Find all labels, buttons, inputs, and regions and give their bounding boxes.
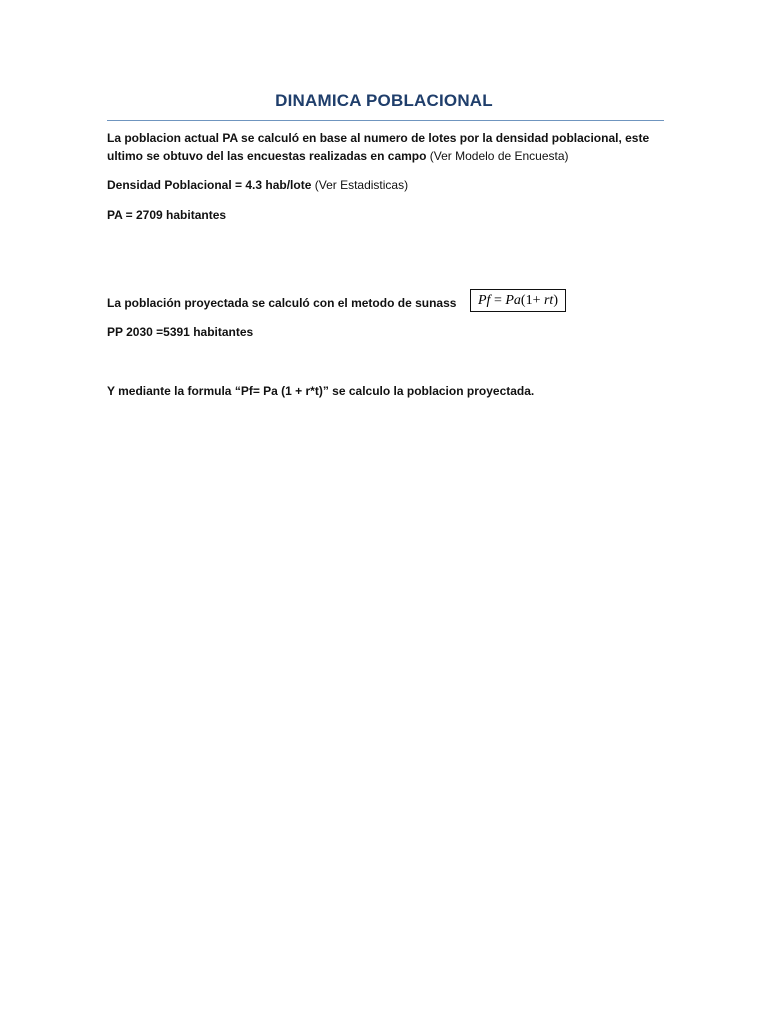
formula-pa: Pa — [505, 293, 521, 308]
paragraph-line-2-reference: (Ver Modelo de Encuesta) — [429, 149, 569, 163]
formula-equals: = — [490, 293, 506, 308]
formula-box — [470, 289, 566, 312]
paragraph-formula-note: Y mediante la formula “Pf= Pa (1 + r*t)” se calculo la poblacion proyectada. — [107, 384, 535, 398]
paragraph-line-2-bold: ultimo se obtuvo del las encuestas realizadas en campo — [107, 149, 430, 163]
document-title: DINAMICA POBLACIONAL — [275, 91, 493, 110]
densidad-value: Densidad Poblacional = 4.3 hab/lote — [107, 178, 315, 192]
paragraph-line-2 — [107, 147, 652, 165]
formula-paren: (1+ — [520, 293, 544, 308]
formula-rt: rt — [543, 293, 554, 308]
paragraph-poblacion-proyectada: La población proyectada se calculó con el metodo de sunass — [107, 296, 457, 310]
paragraph-pa: PA = 2709 habitantes — [107, 208, 227, 222]
title-underline — [107, 120, 664, 121]
paragraph-line-1: La poblacion actual PA se calculó en base al numero de lotes por la densidad poblacional, este — [107, 131, 650, 145]
paragraph-densidad — [107, 176, 652, 194]
formula-lhs: Pf — [478, 293, 491, 308]
formula-close: ) — [553, 293, 558, 308]
paragraph-pp-2030: PP 2030 =5391 habitantes — [107, 325, 254, 339]
paragraph-poblacion-actual — [107, 129, 652, 165]
densidad-reference: (Ver Estadisticas) — [314, 178, 409, 192]
